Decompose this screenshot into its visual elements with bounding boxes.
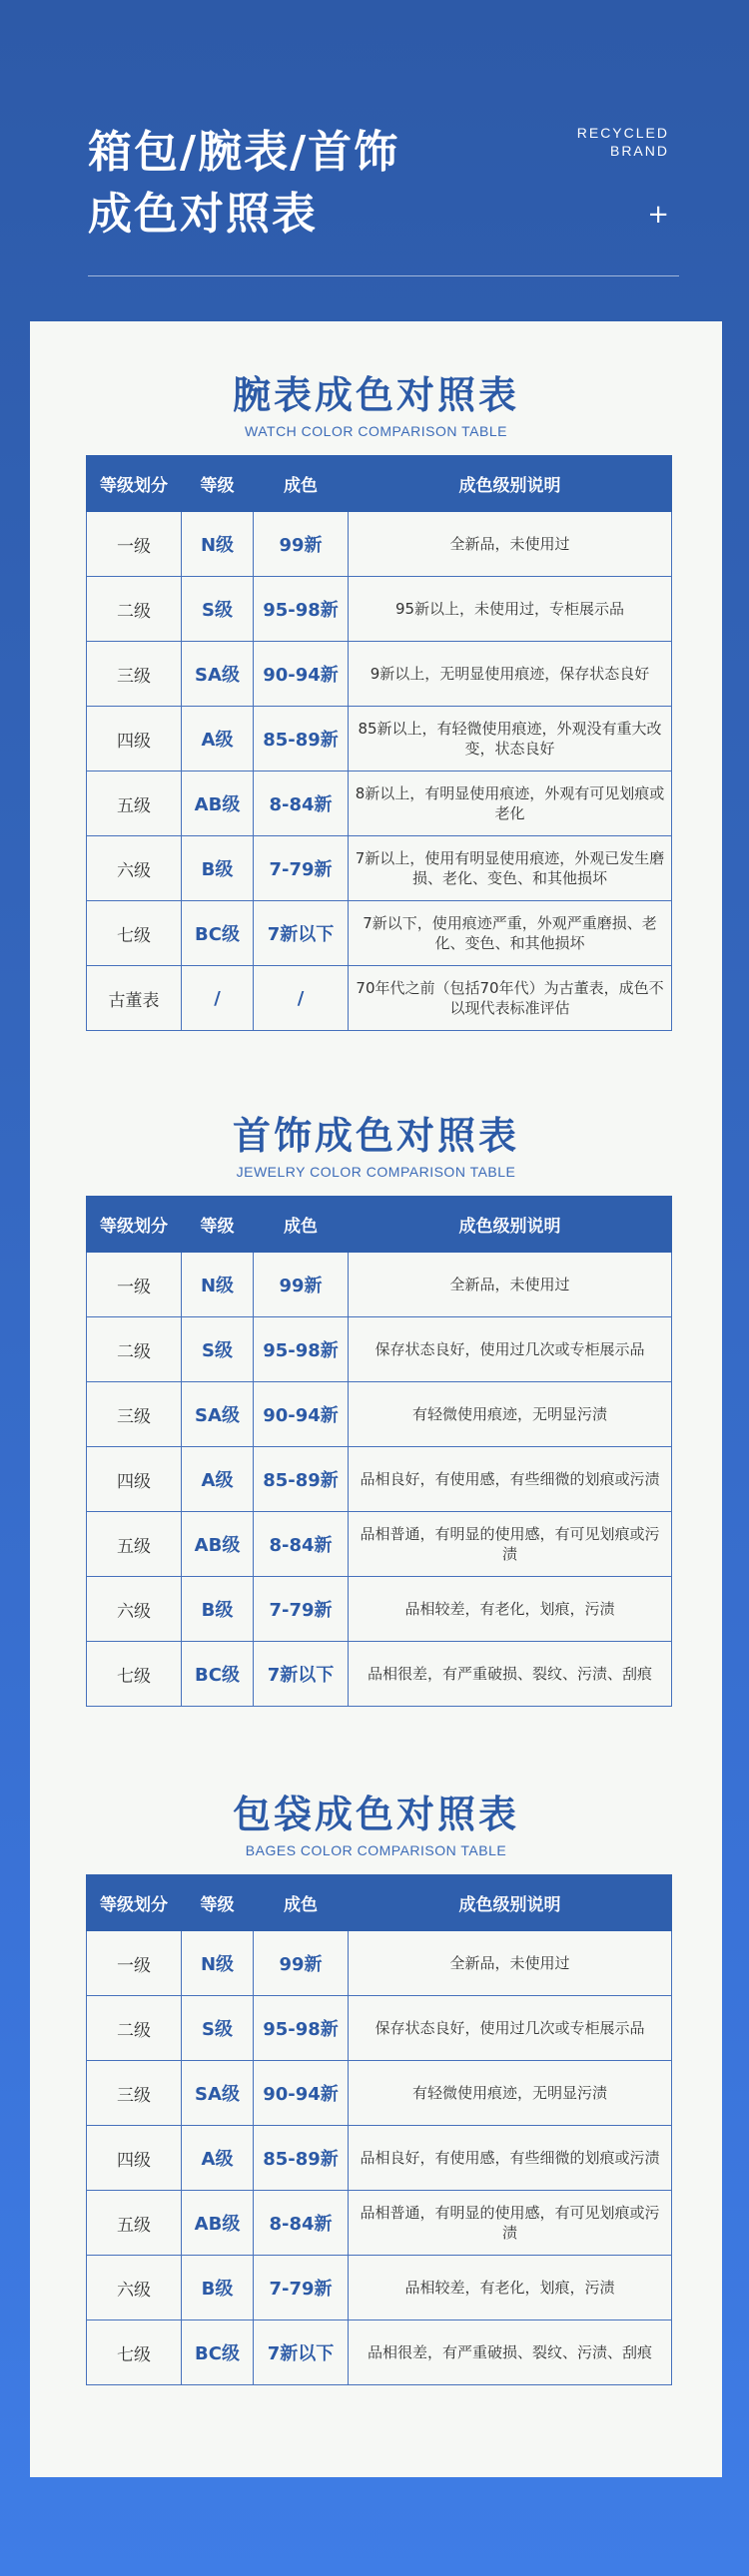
section-title: 腕表成色对照表 [232,373,519,417]
grade-cell: A级 [182,2126,254,2191]
grade-division-cell: 四级 [87,1447,182,1512]
condition-cell: 7-79新 [254,1577,349,1642]
grade-cell: N级 [182,1931,254,1996]
condition-cell: 8-84新 [254,772,349,836]
column-header: 等级 [182,1197,254,1253]
table-header-row [87,456,672,512]
grade-cell: B级 [182,2256,254,2320]
table-row [87,901,672,966]
grade-cell: S级 [182,1996,254,2061]
condition-cell: 90-94新 [254,2061,349,2126]
grade-division-cell: 三级 [87,2061,182,2126]
description-cell: 品相很差，有严重破损、裂纹、污渍、刮痕 [349,1642,672,1707]
grade-division-cell: 一级 [87,1253,182,1317]
grade-cell: BC级 [182,2320,254,2385]
grade-division-cell: 四级 [87,2126,182,2191]
grade-division-cell: 二级 [87,577,182,642]
table-row [87,1996,672,2061]
bags-table [86,1874,672,2385]
description-cell: 品相较差，有老化，划痕，污渍 [349,2256,672,2320]
description-cell: 95新以上，未使用过，专柜展示品 [349,577,672,642]
description-cell: 品相普通，有明显的使用感，有可见划痕或污渍 [349,1512,672,1577]
condition-cell: 85-89新 [254,2126,349,2191]
table-row [87,2126,672,2191]
condition-cell: 99新 [254,1253,349,1317]
column-header: 成色级别说明 [349,456,672,512]
table-row [87,1317,672,1382]
column-header: 成色 [254,456,349,512]
condition-cell: 7-79新 [254,2256,349,2320]
description-cell: 品相良好，有使用感，有些细微的划痕或污渍 [349,2126,672,2191]
condition-cell: 7新以下 [254,901,349,966]
description-cell: 全新品，未使用过 [349,1931,672,1996]
grade-division-cell: 四级 [87,707,182,772]
header [0,0,749,319]
grade-cell: BC级 [182,901,254,966]
grade-cell: SA级 [182,1382,254,1447]
table-row [87,1253,672,1317]
grade-cell: SA级 [182,2061,254,2126]
condition-cell: / [254,966,349,1031]
column-header: 等级 [182,1875,254,1931]
table-row [87,1382,672,1447]
table-row [87,2320,672,2385]
column-header: 等级划分 [87,456,182,512]
description-cell: 8新以上，有明显使用痕迹，外观有可见划痕或老化 [349,772,672,836]
table-row [87,512,672,577]
brand-line2: BRAND [609,143,669,159]
table-row [87,577,672,642]
grade-division-cell: 三级 [87,1382,182,1447]
grade-cell: N级 [182,512,254,577]
description-cell: 全新品，未使用过 [349,512,672,577]
grade-cell: / [182,966,254,1031]
table-row [87,1447,672,1512]
condition-cell: 95-98新 [254,1317,349,1382]
section-title: 首饰成色对照表 [232,1114,519,1158]
description-cell: 品相良好，有使用感，有些细微的划痕或污渍 [349,1447,672,1512]
description-cell: 保存状态良好，使用过几次或专柜展示品 [349,1996,672,2061]
grade-division-cell: 六级 [87,2256,182,2320]
description-cell: 全新品，未使用过 [349,1253,672,1317]
grade-division-cell: 五级 [87,772,182,836]
brand-line1: RECYCLED [576,125,669,141]
column-header: 成色 [254,1197,349,1253]
condition-cell: 7新以下 [254,1642,349,1707]
description-cell: 7新以上，使用有明显使用痕迹，外观已发生磨损、老化、变色、和其他损坏 [349,836,672,901]
column-header: 成色级别说明 [349,1197,672,1253]
grade-cell: B级 [182,1577,254,1642]
description-cell: 70年代之前（包括70年代）为古董表，成色不以现代表标准评估 [349,966,672,1031]
grade-division-cell: 二级 [87,1317,182,1382]
grade-division-cell: 三级 [87,642,182,707]
grade-cell: SA级 [182,642,254,707]
table-row [87,772,672,836]
condition-cell: 85-89新 [254,1447,349,1512]
table-row [87,707,672,772]
condition-cell: 8-84新 [254,1512,349,1577]
condition-cell: 95-98新 [254,1996,349,2061]
condition-cell: 7-79新 [254,836,349,901]
description-cell: 9新以上，无明显使用痕迹，保存状态良好 [349,642,672,707]
bags-section [30,1789,722,2365]
grade-cell: BC级 [182,1642,254,1707]
description-cell: 品相很差，有严重破损、裂纹、污渍、刮痕 [349,2320,672,2385]
grade-division-cell: 古董表 [87,966,182,1031]
grade-cell: AB级 [182,772,254,836]
plus-icon: + [647,200,669,230]
column-header: 等级划分 [87,1197,182,1253]
content-panel [30,321,722,2477]
header-divider [88,275,679,276]
column-header: 成色 [254,1875,349,1931]
grade-division-cell: 二级 [87,1996,182,2061]
column-header: 等级划分 [87,1875,182,1931]
page-title-line2: 成色对照表 [88,189,318,240]
grade-division-cell: 一级 [87,1931,182,1996]
grade-cell: A级 [182,707,254,772]
table-row [87,1512,672,1577]
description-cell: 品相普通，有明显的使用感，有可见划痕或污渍 [349,2191,672,2256]
table-row [87,642,672,707]
description-cell: 保存状态良好，使用过几次或专柜展示品 [349,1317,672,1382]
section-title: 包袋成色对照表 [232,1793,519,1836]
page-title-line1: 箱包/腕表/首饰 [88,127,400,178]
grade-cell: B级 [182,836,254,901]
section-subtitle: WATCH COLOR COMPARISON TABLE [245,423,507,439]
grade-division-cell: 一级 [87,512,182,577]
table-row [87,1931,672,1996]
column-header: 成色级别说明 [349,1875,672,1931]
grade-division-cell: 五级 [87,1512,182,1577]
column-header: 等级 [182,456,254,512]
grade-cell: A级 [182,1447,254,1512]
table-row [87,2256,672,2320]
section-subtitle: BAGES COLOR COMPARISON TABLE [245,1842,507,1858]
watch-table [86,455,672,1031]
table-header-row [87,1875,672,1931]
brand-label [577,124,669,160]
table-row [87,1577,672,1642]
condition-cell: 99新 [254,512,349,577]
watch-section [30,369,722,1017]
condition-cell: 90-94新 [254,1382,349,1447]
description-cell: 7新以下，使用痕迹严重，外观严重磨损、老化、变色、和其他损坏 [349,901,672,966]
condition-cell: 7新以下 [254,2320,349,2385]
condition-cell: 8-84新 [254,2191,349,2256]
table-row [87,2061,672,2126]
condition-cell: 95-98新 [254,577,349,642]
grade-cell: S级 [182,577,254,642]
grade-division-cell: 六级 [87,836,182,901]
table-row [87,2191,672,2256]
grade-division-cell: 七级 [87,2320,182,2385]
grade-division-cell: 五级 [87,2191,182,2256]
description-cell: 有轻微使用痕迹，无明显污渍 [349,1382,672,1447]
table-row [87,1642,672,1707]
grade-cell: AB级 [182,1512,254,1577]
jewelry-table [86,1196,672,1707]
description-cell: 有轻微使用痕迹，无明显污渍 [349,2061,672,2126]
table-row [87,836,672,901]
section-subtitle: JEWELRY COLOR COMPARISON TABLE [236,1164,516,1180]
description-cell: 85新以上，有轻微使用痕迹，外观没有重大改变，状态良好 [349,707,672,772]
grade-division-cell: 七级 [87,901,182,966]
condition-cell: 85-89新 [254,707,349,772]
table-header-row [87,1197,672,1253]
table-row [87,966,672,1031]
description-cell: 品相较差，有老化，划痕，污渍 [349,1577,672,1642]
condition-cell: 90-94新 [254,642,349,707]
grade-cell: N级 [182,1253,254,1317]
condition-cell: 99新 [254,1931,349,1996]
grade-division-cell: 六级 [87,1577,182,1642]
grade-division-cell: 七级 [87,1642,182,1707]
jewelry-section [30,1110,722,1687]
grade-cell: AB级 [182,2191,254,2256]
grade-cell: S级 [182,1317,254,1382]
